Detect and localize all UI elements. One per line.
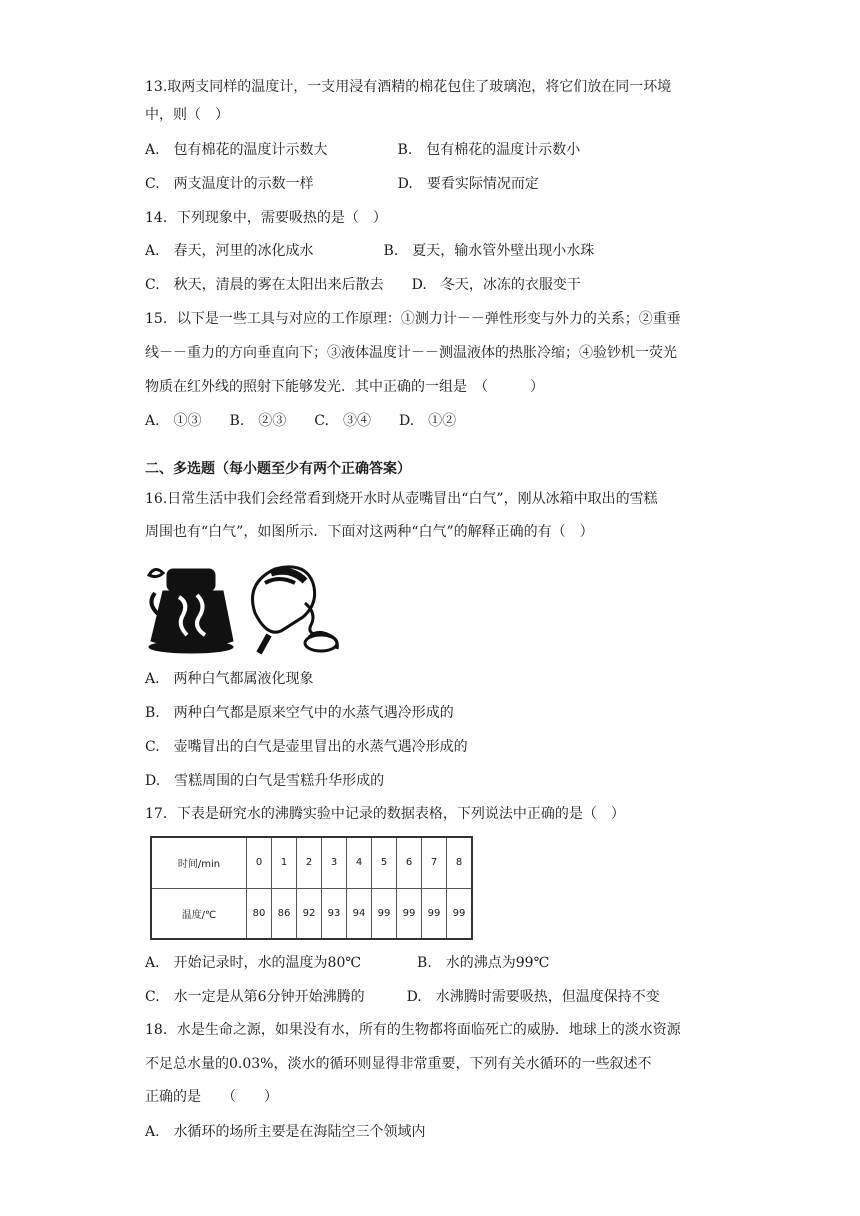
q16-stem-line1: 16.日常生活中我们会经常看到烧开水时从壶嘴冒出“白气”，刚从冰箱中取出的雪糕 bbox=[145, 491, 658, 507]
table-row-temperature bbox=[151, 888, 472, 939]
table-cell: 99 bbox=[372, 888, 397, 939]
table-cell: 92 bbox=[297, 888, 322, 939]
table-header-time: 时间/min bbox=[151, 837, 247, 888]
q18-stem-line1: 18．水是生命之源，如果没有水，所有的生物都将面临死亡的威胁．地球上的淡水资源 bbox=[145, 1022, 681, 1038]
table-cell: 94 bbox=[347, 888, 372, 939]
q16-option-a: A. 两种白气都属液化现象 bbox=[145, 671, 314, 687]
boiling-data-table bbox=[150, 836, 473, 940]
q13-options-ab: A. 包有棉花的温度计示数大 B. 包有棉花的温度计示数小 bbox=[145, 142, 581, 158]
table-cell: 6 bbox=[397, 837, 422, 888]
table-cell: 7 bbox=[422, 837, 447, 888]
table-cell: 2 bbox=[297, 837, 322, 888]
q15-stem-line1: 15．以下是一些工具与对应的工作原理：①测力计－－弹性形变与外力的关系；②重垂 bbox=[145, 311, 681, 327]
q15-options: A. ①③ B. ②③ C. ③④ D. ①② bbox=[145, 413, 457, 429]
table-cell: 8 bbox=[447, 837, 473, 888]
q17-options-ab: A. 开始记录时，水的温度为80℃ B. 水的沸点为99℃ bbox=[145, 955, 550, 971]
table-cell: 99 bbox=[422, 888, 447, 939]
q15-stem-line3: 物质在红外线的照射下能够发光．其中正确的一组是 （ ） bbox=[145, 379, 544, 395]
table-cell: 0 bbox=[247, 837, 272, 888]
kettle-and-popsicle-figure bbox=[145, 563, 345, 658]
q16-option-c: C. 壶嘴冒出的白气是壶里冒出的水蒸气遇冷形成的 bbox=[145, 739, 468, 755]
table-cell: 3 bbox=[322, 837, 347, 888]
q16-stem-line2: 周围也有“白气”，如图所示．下面对这两种“白气”的解释正确的有（ ） bbox=[145, 524, 594, 540]
table-cell: 5 bbox=[372, 837, 397, 888]
q16-option-b: B. 两种白气都是原来空气中的水蒸气遇冷形成的 bbox=[145, 705, 454, 721]
q15-stem-line2: 线－－重力的方向垂直向下；③液体温度计－－测温液体的热胀冷缩；④验钞机一荧光 bbox=[145, 345, 677, 361]
q17-options-cd: C. 水一定是从第6分钟开始沸腾的 D. 水沸腾时需要吸热，但温度保持不变 bbox=[145, 989, 660, 1005]
table-header-temperature: 温度/℃ bbox=[151, 888, 247, 939]
q13-stem-line2: 中，则（ ） bbox=[145, 107, 229, 123]
q18-stem-line3: 正确的是 （ ） bbox=[145, 1089, 278, 1105]
q18-option-a: A. 水循环的场所主要是在海陆空三个领域内 bbox=[145, 1124, 426, 1140]
section-heading-multiple-choice: 二、多选题（每小题至少有两个正确答案） bbox=[145, 461, 411, 477]
q18-stem-line2: 不足总水量的0.03%，淡水的循环则显得非常重要，下列有关水循环的一些叙述不 bbox=[145, 1056, 652, 1072]
kettle-icon bbox=[149, 569, 233, 653]
popsicle-icon bbox=[253, 567, 338, 653]
table-cell: 1 bbox=[272, 837, 297, 888]
table-cell: 99 bbox=[397, 888, 422, 939]
table-cell: 86 bbox=[272, 888, 297, 939]
table-cell: 80 bbox=[247, 888, 272, 939]
table-cell: 93 bbox=[322, 888, 347, 939]
q14-stem: 14．下列现象中，需要吸热的是（ ） bbox=[145, 210, 387, 226]
q14-options-ab: A. 春天，河里的冰化成水 B. 夏天，输水管外壁出现小水珠 bbox=[145, 243, 595, 259]
q13-stem-line1: 13.取两支同样的温度计，一支用浸有酒精的棉花包住了玻璃泡，将它们放在同一环境 bbox=[145, 79, 672, 95]
q13-options-cd: C. 两支温度计的示数一样 D. 要看实际情况而定 bbox=[145, 176, 539, 192]
table-row-time bbox=[151, 837, 472, 888]
q14-options-cd: C. 秋天，清晨的雾在太阳出来后散去 D. 冬天，冰冻的衣服变干 bbox=[145, 277, 581, 293]
table-cell: 99 bbox=[447, 888, 473, 939]
q17-stem: 17．下表是研究水的沸腾实验中记录的数据表格，下列说法中正确的是（ ） bbox=[145, 806, 625, 822]
table-cell: 4 bbox=[347, 837, 372, 888]
q16-option-d: D. 雪糕周围的白气是雪糕升华形成的 bbox=[145, 773, 385, 789]
